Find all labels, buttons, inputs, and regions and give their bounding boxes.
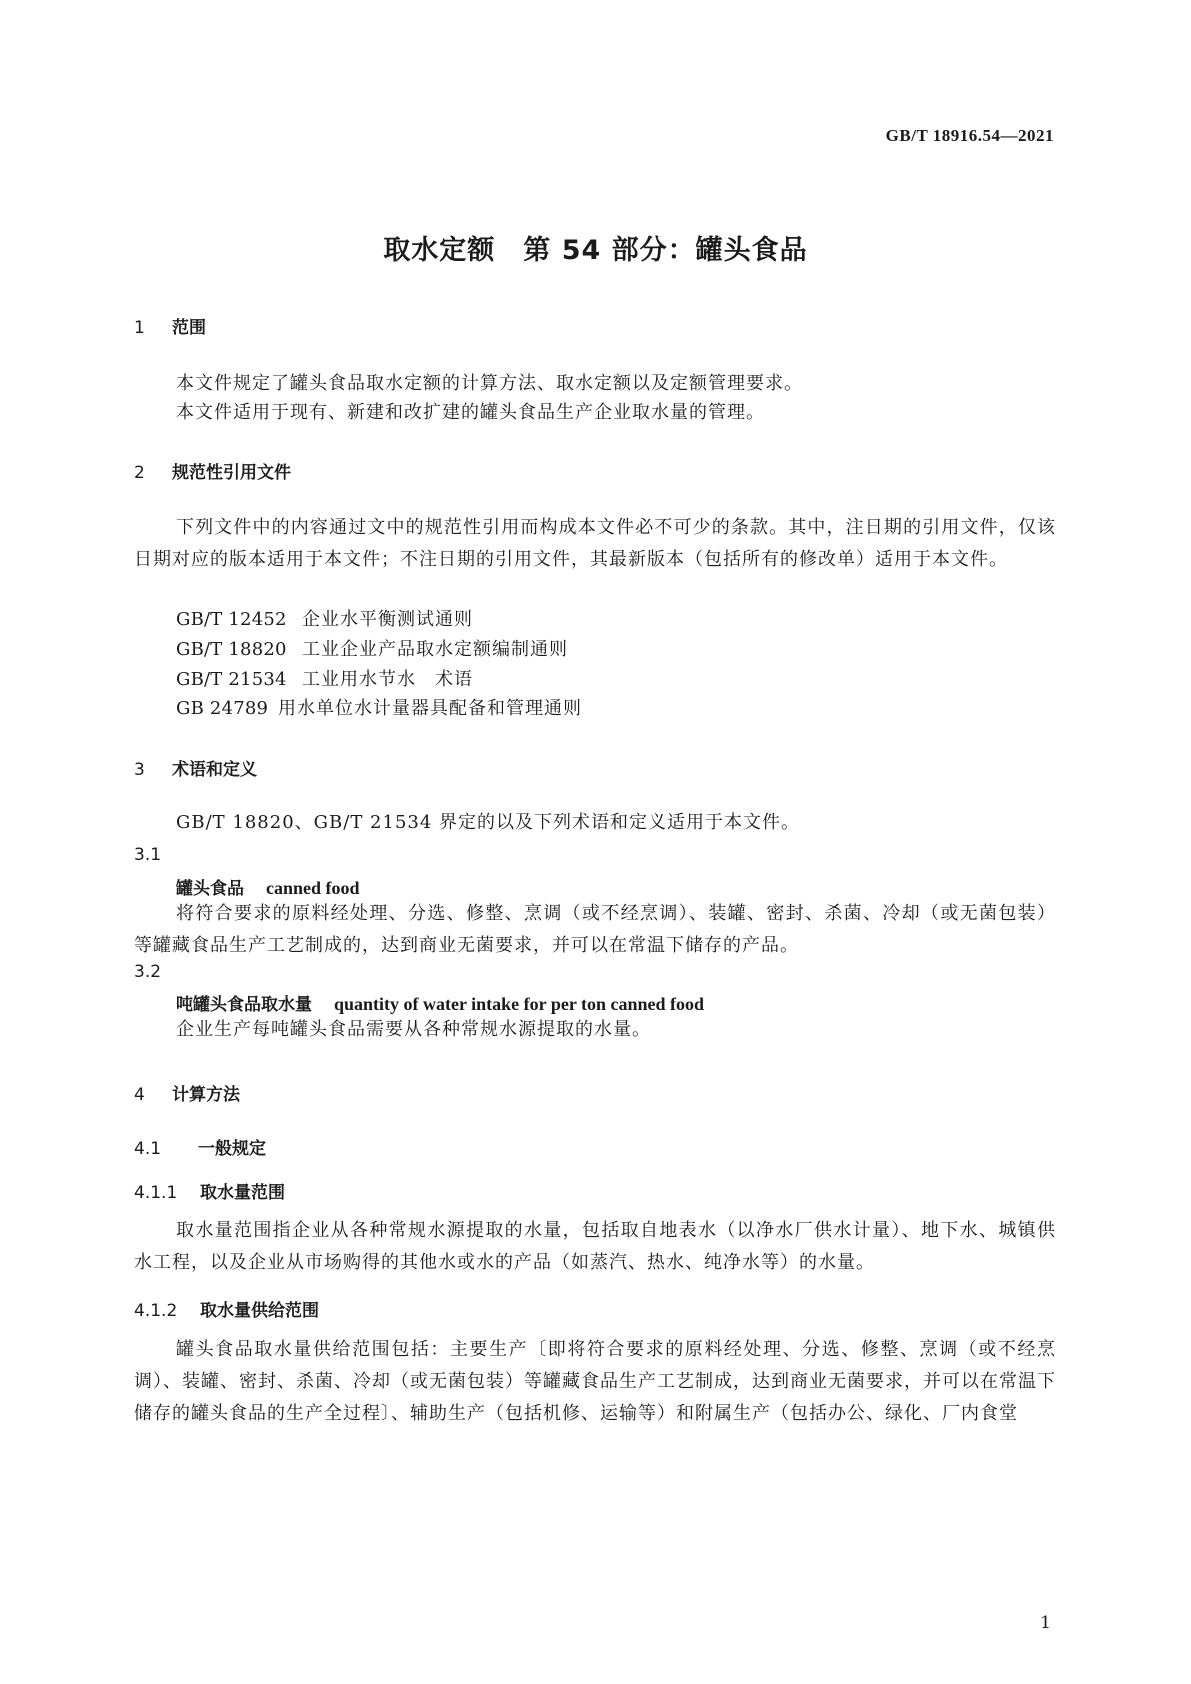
intake-scope-paragraph: 取水量范围指企业从各种常规水源提取的水量，包括取自地表水（以净水厂供水计量）、地下水、城镇供水工程，以及企业从市场购得的其他水或水的产品（如蒸汽、热水、纯净水等）的水量。 (134, 1220, 1056, 1273)
section-title: 规范性引用文件 (172, 463, 291, 483)
term-number: 3.1 (134, 845, 162, 865)
terms-intro-paragraph: GB/T 18820、GB/T 21534 界定的以及下列术语和定义适用于本文件。 (176, 812, 801, 833)
section-number: 1 (134, 318, 145, 338)
supply-scope-paragraph: 罐头食品取水量供给范围包括：主要生产〔即将符合要求的原料经处理、分选、修整、烹调（或不经烹调）、装罐、密封、杀菌、冷却（或无菌包装）等罐藏食品生产工艺制成，达到商业无菌要求，并可以在常温下储存的罐头食品的生产全过程〕、辅助生产（包括机修、运输等）和附属生产（包括办公、绿化、厂内食堂 (134, 1339, 1056, 1424)
reference-code: GB/T 12452 (176, 609, 287, 630)
section-number: 4 (134, 1085, 145, 1105)
section-number: 4.1.2 (134, 1301, 178, 1321)
section-heading-terms (134, 755, 257, 780)
section-heading-general (134, 1134, 266, 1159)
section-heading-normative-references (134, 458, 291, 483)
reference-name: 工业企业产品取水定额编制通则 (302, 639, 568, 660)
section-title: 一般规定 (198, 1139, 266, 1159)
section-number: 4.1.1 (134, 1183, 178, 1203)
term-en: quantity of water intake for per ton canned food (334, 994, 705, 1014)
reference-item (176, 694, 582, 720)
section-heading-scope (134, 313, 206, 338)
scope-paragraph-2: 本文件适用于现有、新建和改扩建的罐头食品生产企业取水量的管理。 (176, 402, 765, 423)
term-en: canned food (266, 878, 360, 898)
term-entry-canned-food (176, 874, 360, 899)
reference-item (176, 605, 473, 631)
references-intro-paragraph: 下列文件中的内容通过文中的规范性引用而构成本文件必不可少的条款。其中，注日期的引用文件，仅该日期对应的版本适用于本文件；不注日期的引用文件，其最新版本（包括所有的修改单）适用于本文件。 (134, 517, 1056, 570)
standard-code: GB/T 18916.54—2021 (885, 126, 1054, 145)
term-definition: 将符合要求的原料经处理、分选、修整、烹调（或不经烹调）、装罐、密封、杀菌、冷却（或无菌包装）等罐藏食品生产工艺制成的，达到商业无菌要求，并可以在常温下储存的产品。 (134, 903, 1056, 956)
document-title: 取水定额 第 54 部分：罐头食品 (383, 235, 808, 266)
term-zh: 吨罐头食品取水量 (176, 995, 312, 1015)
reference-code: GB/T 21534 (176, 669, 287, 690)
section-number: 2 (134, 463, 145, 483)
reference-name: 用水单位水计量器具配备和管理通则 (278, 698, 582, 719)
section-number: 3 (134, 760, 145, 780)
section-title: 取水量供给范围 (200, 1301, 319, 1321)
term-zh: 罐头食品 (176, 879, 244, 899)
section-title: 计算方法 (172, 1085, 240, 1105)
reference-code: GB/T 18820 (176, 639, 287, 660)
term-definition: 企业生产每吨罐头食品需要从各种常规水源提取的水量。 (176, 1019, 651, 1040)
section-title: 术语和定义 (172, 760, 257, 780)
reference-code: GB 24789 (176, 698, 269, 719)
section-title: 范围 (172, 318, 206, 338)
reference-name: 工业用水节水 术语 (302, 669, 473, 690)
section-heading-intake-scope (134, 1178, 285, 1203)
term-number: 3.2 (134, 962, 162, 982)
section-heading-supply-scope (134, 1296, 319, 1321)
reference-name: 企业水平衡测试通则 (302, 609, 473, 630)
term-entry-water-intake (176, 990, 704, 1015)
scope-paragraph-1: 本文件规定了罐头食品取水定额的计算方法、取水定额以及定额管理要求。 (176, 373, 803, 394)
section-number: 4.1 (134, 1139, 162, 1159)
page-number: 1 (1040, 1613, 1051, 1633)
section-heading-calculation (134, 1080, 240, 1105)
reference-item (176, 665, 473, 691)
reference-item (176, 635, 568, 661)
section-title: 取水量范围 (200, 1183, 285, 1203)
